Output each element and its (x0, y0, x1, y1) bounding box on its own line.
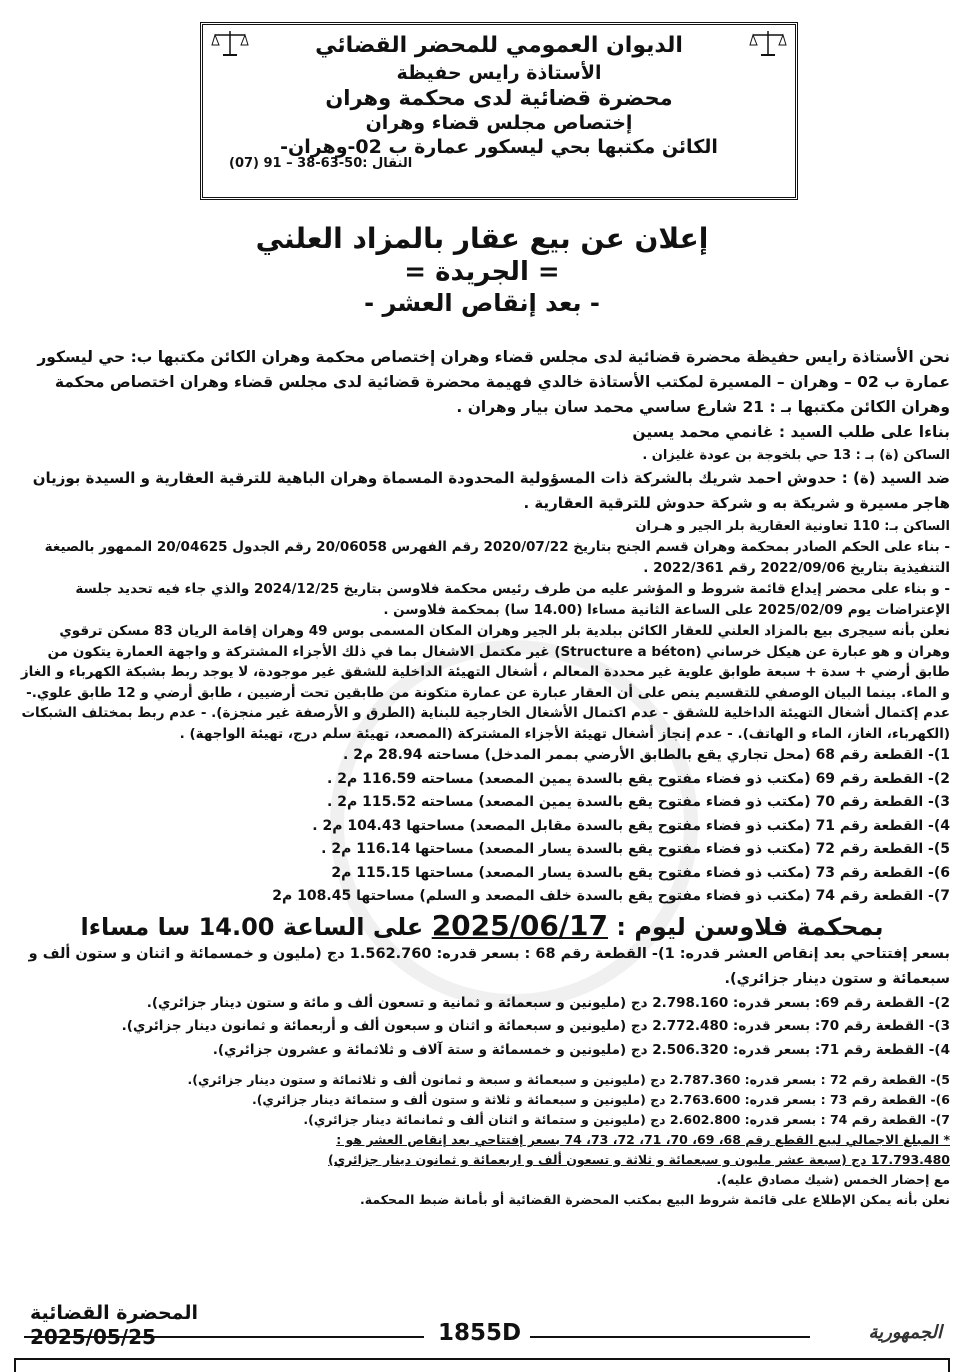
deposit-paragraph: - و بناء على محضر إيداع قائمة شروط و المؤشر عليه من طرف رئيس محكمة فلاوسن بتاريخ 2024/12/25 والذي جاء فيه تحديد جلسة الإعتراضات يوم 2025/02/09 على الساعة الثانية مساءا (14.00 سا) بمحكمة فلاوسن . (75, 581, 950, 618)
lot-item: 2)- القطعة رقم 69 (مكتب ذو فضاء مفتوح يقع بالسدة يمين المصعد) مساحته 116.59 م2 . (327, 770, 950, 787)
total-amount: 17.793.480 دج (سبعة عشر مليون و سبعمائة و ثلاثة و تسعون ألف و اربعمائة و ثمانون دينار جزائري) (327, 1152, 950, 1167)
price-line: 3)- القطعة رقم 70: بسعر قدره: 2.772.480 دج (مليونين و سبعمائة و اثنان و سبعون ألف و أربعمائة و ثمانون دينار جزائري). (121, 1018, 950, 1034)
lots-list (14, 744, 950, 909)
session-prefix: بمحكمة فلاوسن ليوم : (616, 912, 884, 941)
court-name: محضرة قضائية لدى محكمة وهران (325, 86, 673, 110)
defendants-address: الساكن بـ: 110 تعاونية العقارية بلر الجير و هـران (635, 519, 950, 534)
announcement-title (0, 222, 964, 317)
session-time: على الساعة 14.00 سا مساءا (80, 912, 424, 941)
conditions-notice: نعلن بأنه يمكن الإطلاع على قائمة شروط البيع بمكتب المحضرة القضائية أو بأمانة ضبط المحكمة. (360, 1192, 950, 1207)
applicant: بناءا على طلب السيد : غانمي محمد يسين (632, 423, 950, 441)
lot-item: 3)- القطعة رقم 70 (مكتب ذو فضاء مفتوح يقع بالسدة يمين المصعد) مساحته 115.52 م2 . (327, 794, 950, 810)
price-line: 5)- القطعة رقم 72 : بسعر قدره: 2.787.360 دج (مليونين و سبعمائة و سبعة و ثمانون ألف و ثلاثمائة و ستون دينار جزائري). (187, 1072, 950, 1087)
newspaper-logo: الجمهورية (868, 1322, 942, 1343)
jurisdiction: إختصاص مجلس قضاء وهران (365, 112, 633, 134)
defendants: ضد السيد (ة) : حدوش احمد شريك بالشركة ذات المسؤولية المحدودة المسماة وهران الباهية للترقية العقارية و السيدة بوزيان هاجر مسيرة و شريكة به و شركة حدوش للترقية العقارية . (32, 469, 950, 512)
scales-of-justice-icon (211, 29, 249, 57)
lot-item: 4)- القطعة رقم 71 (مكتب ذو فضاء مفتوح يقع بالسدة مقابل المصعد) مساحتها 104.43 م2 . (312, 817, 950, 834)
signature: المحضرة القضائية (30, 1302, 199, 1324)
ad-code: 1855D (438, 1320, 522, 1346)
intro-paragraph: نحن الأستاذة رايس حفيظة محضرة قضائية لدى مجلس قضاء وهران إختصاص محكمة وهران الكائن مكتبها ب: حي ليسكور عمارة ب 02 – وهران – المسيرة لمكتب الأستاذة خالدي فهيمة محضرة قضائية لدى مجلس قضاء وهران اختصاص محكمة وهران الكائن مكتبها بـ : 21 شارع ساسي محمد سان بيار وهران . (37, 348, 950, 416)
bailiff-name: الأستاذة رايس حفيظة (396, 62, 602, 84)
lot-item: 5)- القطعة رقم 72 (مكتب ذو فضاء مفتوح يقع بالسدة يسار المصعد) مساحتها 116.14 م2 . (321, 841, 950, 857)
judgment-paragraph: - بناء على الحكم الصادر بمحكمة وهران قسم الجنح بتاريخ 2020/07/22 رقم الفهرس 20/06058 رقم الجدول 20/04625 الممهور بالصيغة التنفيذية بتاريخ 2022/09/06 رقم 2022/361 . (44, 539, 950, 576)
total-label: * المبلغ الاجمالي لبيع القطع رقم 68، 69، 70، 71، 72، 73، 74 بسعر إفتتاحي بعد إنقاص العشر هو : (336, 1132, 950, 1147)
bailiff-header (200, 22, 798, 200)
phone-number: النقال :50-63-38 – 91 (07) (229, 156, 413, 171)
lot-item: 6)- القطعة رقم 73 (مكتب ذو فضاء مفتوح يقع بالسدة يسار المصعد) مساحتها 115.15 م2 (331, 864, 950, 881)
opening-price: بسعر إفتتاحي بعد إنقاص العشر قدره: 1)- القطعة رقم 68 : بسعر قدره: 1.562.760 دج (مليون و خمسمائة و اثنان و ستون ألف و سبعمائة و ستون دينار جزائري). (28, 945, 950, 987)
lot-item: 7)- القطعة رقم 74 (مكتب ذو فضاء مفتوح يقع بالسدة خلف المصعد و السلم) مساحتها 108.45 م2 (272, 888, 950, 904)
price-line: 6)- القطعة رقم 73 : بسعر قدره: 2.763.600 دج (مليونين و سبعمائة و ثلاثة و ستون ألف و ستمائة دينار جزائري). (251, 1092, 950, 1107)
title-line-2: = الجريدة = (404, 257, 560, 287)
applicant-address: الساكن (ة) بـ : 13 حي بلخوجة بن عودة غليزان . (642, 448, 950, 463)
fifth-deposit: مع إحضار الخمس (شيك مصادق عليه). (716, 1172, 950, 1187)
price-line: 7)- القطعة رقم 74 : بسعر قدره: 2.602.800 دج (مليونين و ستمائة و اثنان ألف و ثمانمائة دينار جزائري). (303, 1112, 950, 1127)
property-description: نعلن بأنه سيجرى بيع بالمزاد العلني للعقار الكائن ببلدية بلر الجير وهران المكان المسمى بوس 49 وهران إقامة الريان 83 مسكن ترقوي وهران و هو عبارة عن هيكل خرساني (Structure a béton) غير مكتمل الاشغال بما في ذلك الأجزاء المشتركة و واجهة العمارة يتكون من طابق أرضي + سدة + سبعة طوابق علوية غير محددة المعالم ، أشغال التهيئة الداخلية للشقق غير موجودة، لا يوجد ربط بشبكة الكهرباء و الغاز و الماء. بينما البيان الوصفي للتقسيم ينص على أن العقار عبارة عن عمارة متكونة من طابقين تحت أرضيين ، طابق أرضي و 12 طابق علوي.- عدم إكتمال أشغال التهيئة الداخلية للشقق - عدم اكتمال الأشغال الخارجية للبناية (الطرق و الأرصفة غير منجزة). - عدم ربط بمختلف الشبكات (الكهرباء، الغاز، الماء و الهاتف). - عدم إنجاز أشغال تهيئة الأجزاء المشتركة (المصعد، تهيئة سلم درج، تهيئة الواجهة) . (20, 623, 950, 742)
auction-session (14, 908, 950, 942)
lot-item: 1)- القطعة رقم 68 (محل تجاري يقع بالطابق الأرضي بممر المدخل) مساحته 28.94 م2 . (343, 747, 950, 763)
title-line-1: إعلان عن بيع عقار بالمزاد العلني (255, 222, 709, 255)
office-title: الديوان العمومي للمحضر القضائي (315, 33, 683, 58)
next-ad-border (14, 1358, 950, 1372)
scales-of-justice-icon (749, 29, 787, 57)
office-address: الكائن مكتبها بحي ليسكور عمارة ب 02-وهران- (280, 136, 718, 158)
footer-date: 2025/05/25 (30, 1325, 156, 1349)
title-line-3: - بعد إنقاص العشر - (364, 289, 600, 317)
session-date: 2025/06/17 (431, 908, 608, 942)
price-line: 4)- القطعة رقم 71: بسعر قدره: 2.506.320 دج (مليونين و خمسمائة و ستة آلاف و ثلاثمائة و عشرون جزائري). (212, 1041, 950, 1058)
footer-rule-right (530, 1336, 810, 1338)
announcement-body (14, 345, 950, 1210)
price-line: 2)- القطعة رقم 69: بسعر قدره: 2.798.160 دج (مليونين و سبعمائة و ثمانية و تسعون ألف و مائة و ستون دينار جزائري). (146, 994, 950, 1011)
